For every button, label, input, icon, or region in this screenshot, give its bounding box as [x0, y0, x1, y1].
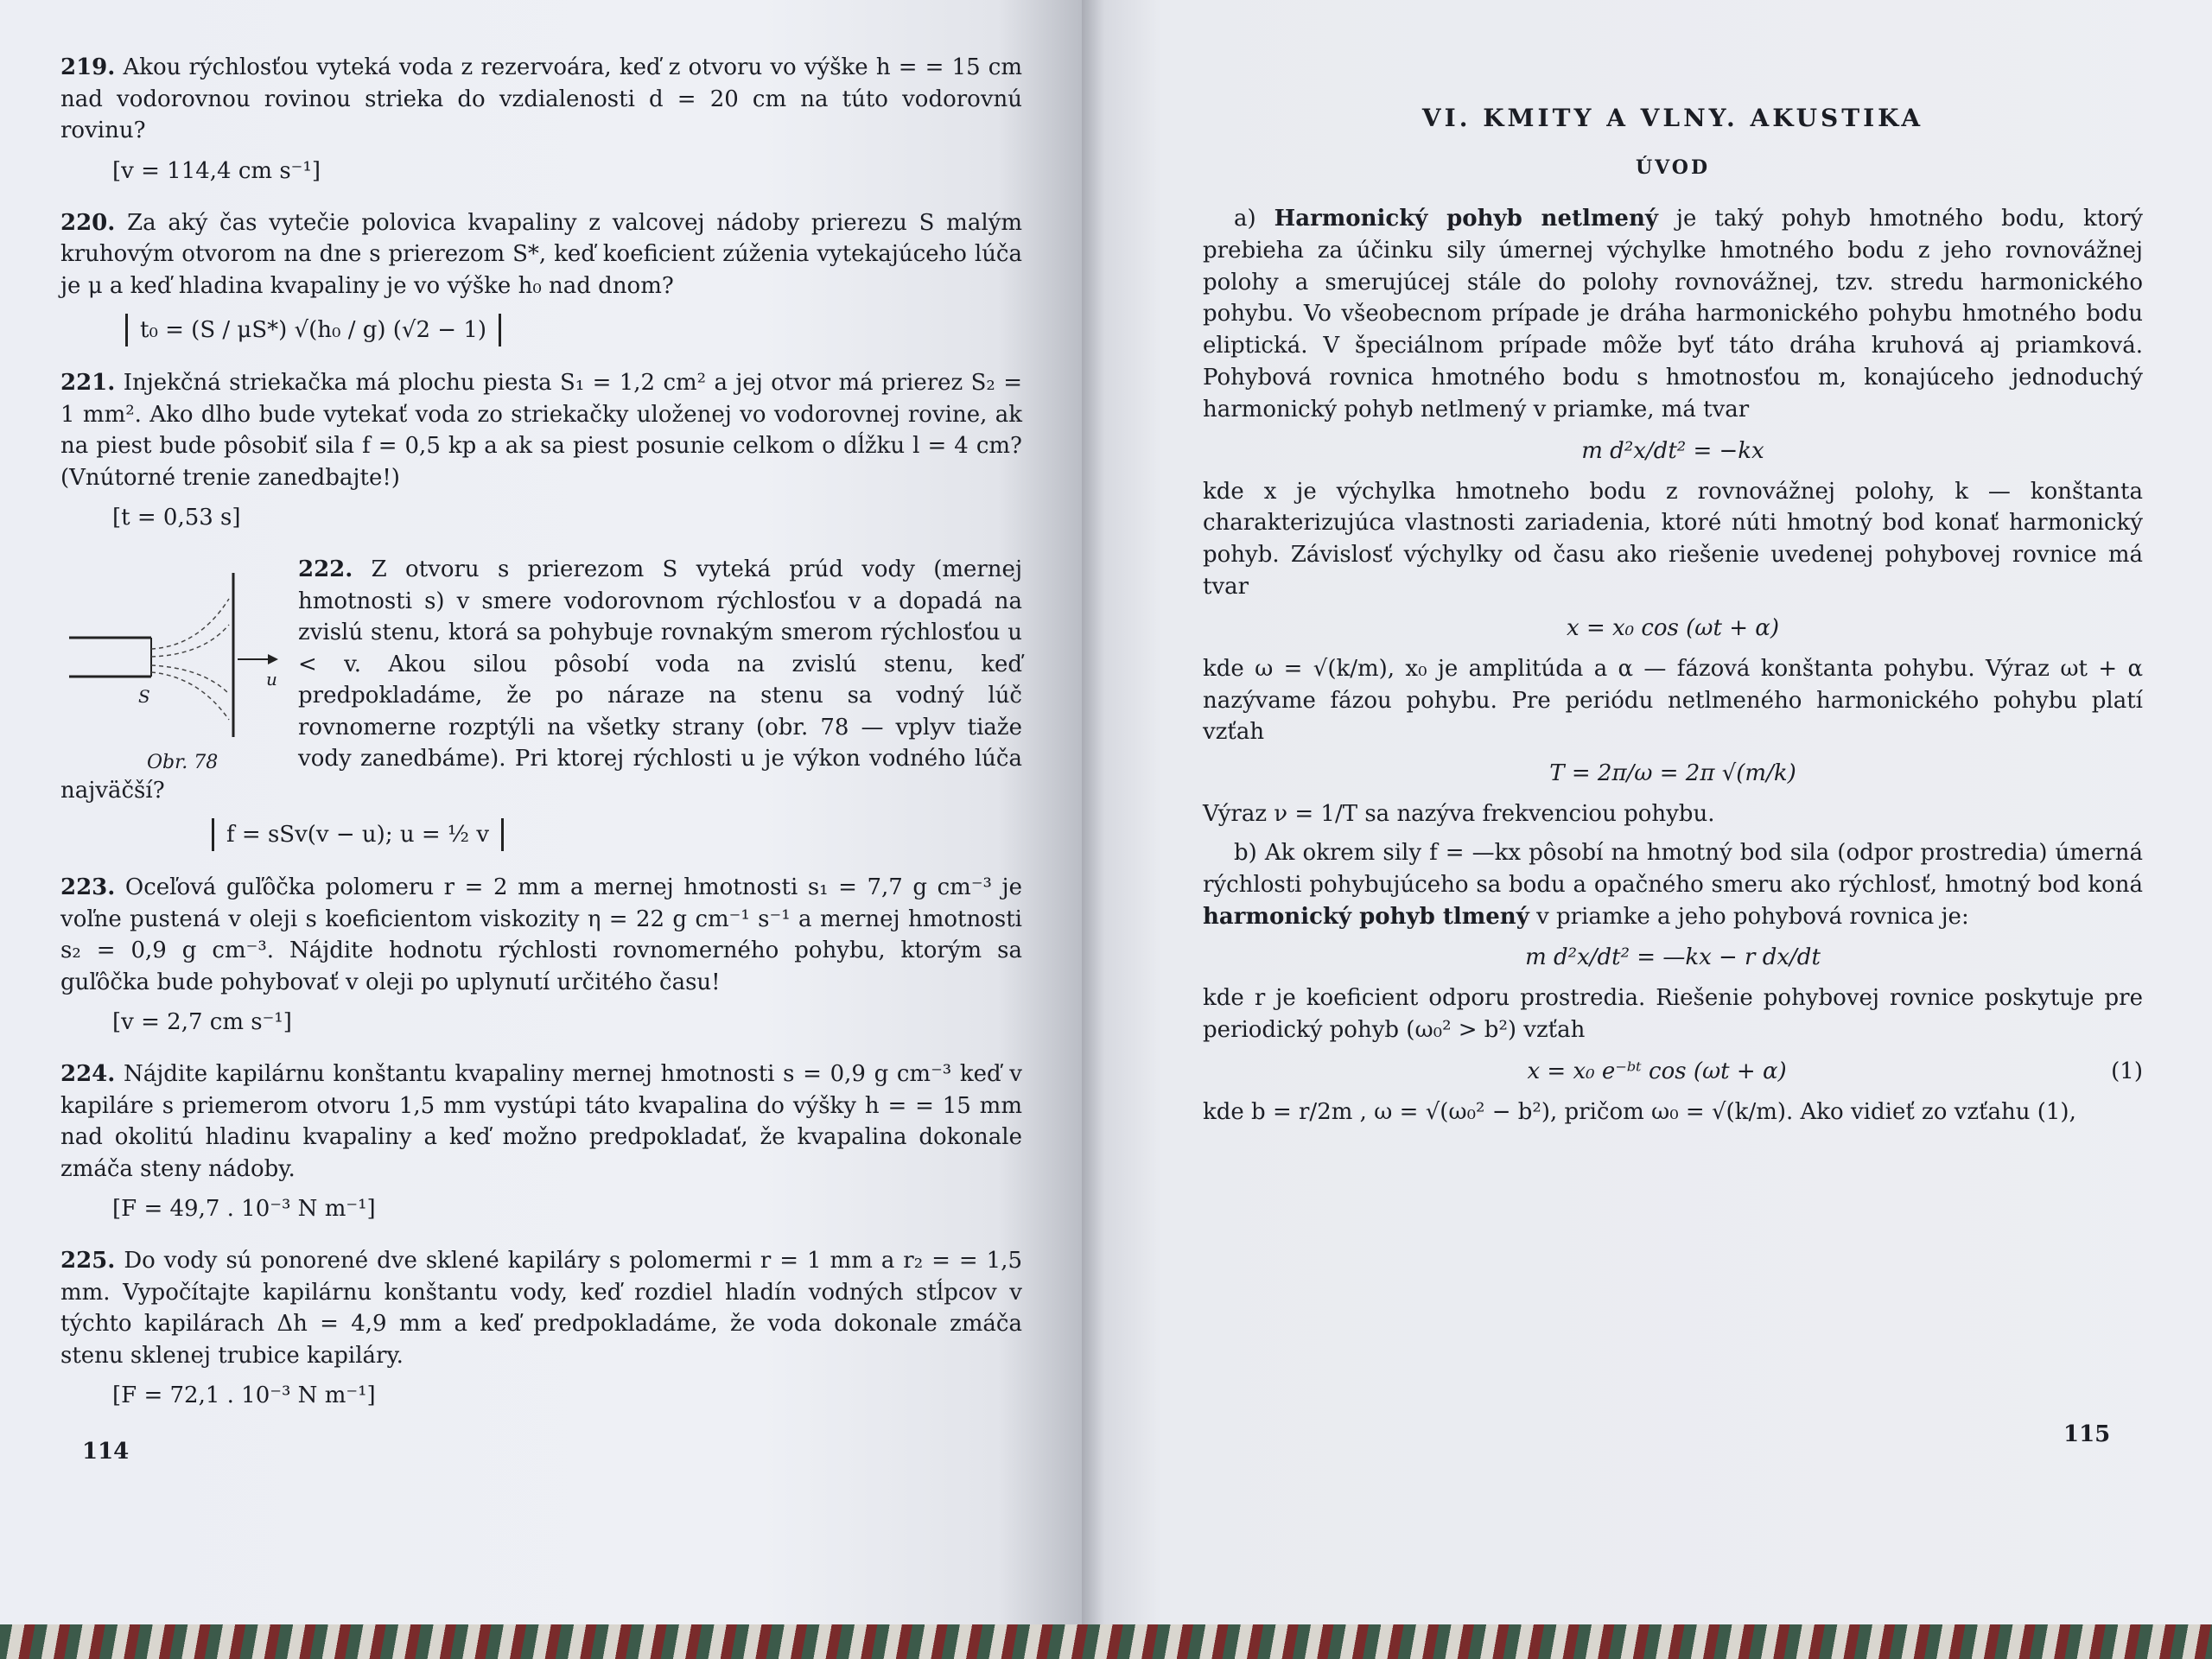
paragraph-a4: Výraz ν = 1/T sa nazýva frekvenciou pohybu. — [1203, 801, 1715, 828]
problem-answer: f = sSv(v − u); u = ½ v — [212, 818, 504, 851]
figure-78 — [60, 564, 281, 772]
problem-text: Oceľová guľôčka polomeru r = 2 mm a mernej hmotnosti s₁ = 7,7 g cm⁻³ je voľne pustená v oleji s koeficientom viskozity η = 22 g cm⁻¹ s⁻¹ a mernej hmotnosti s₂ = 0,9 g cm⁻³. Nájdite hodnotu rýchlosti rovnomerného pohybu, ktorým sa guľôčka bude pohybovať v oleji po uplynutí určitého času! — [60, 874, 1022, 995]
problem-number: 224. — [60, 1061, 116, 1087]
equation-number: (1) — [2111, 1058, 2143, 1084]
problem-text: Injekčná striekačka má plochu piesta S₁ = 1,2 cm² a jej otvor má prierez S₂ = 1 mm². Ako dlho bude vytekať voda zo striekačky uloženej vo vodorovnej rovine, ak na piest bude pôsobiť sila f = 0,5 kp a ak sa piest posunie celkom o dĺžku l = 4 cm? (Vnútorné trenie zanedbajte!) — [60, 370, 1022, 491]
equation-1: m d²x/dt² = −kx — [1581, 437, 1764, 464]
paragraph-b: b) Ak okrem sily f = —kx pôsobí na hmotný bod sila (odpor prostredia) úmerná rýchlosti pohybujúceho sa bodu a opačného smeru ako rýchlosť, hmotný bod koná harmonický pohyb tlmený v priamke a jeho pohybová rovnica je: — [1203, 839, 2143, 930]
paragraph-b3: kde b = r/2m , ω = √(ω₀² − b²), pričom ω₀ = √(k/m). Ako vidieť zo vzťahu (1), — [1203, 1098, 2076, 1125]
equation-2: x = x₀ cos (ωt + α) — [1567, 614, 1779, 641]
problem-text: Akou rýchlosťou vyteká voda z rezervoára, keď z otvoru vo výške h = = 15 cm nad vodorovnou rovinou strieka do vzdialenosti d = 20 cm na túto vodorovnú rovinu? — [60, 54, 1022, 143]
paragraph-a2: kde x je výchylka hmotneho bodu z rovnovážnej polohy, k — konštanta charakterizujúca vlastnosti zariadenia, ktoré núti hmotný bod konať harmonický pohyb. Závislosť výchylky od času ako riešenie uvedenej pohybovej rovnice má tvar — [1203, 478, 2143, 600]
problem-number: 219. — [60, 54, 116, 80]
problem-219 — [60, 52, 1022, 187]
page-number-right: 115 — [2063, 1421, 2111, 1447]
nozzle-diagram — [60, 564, 281, 754]
figure-label-s: S — [138, 686, 150, 707]
problem-number: 220. — [60, 209, 116, 236]
problem-text: Do vody sú ponorené dve sklené kapiláry s polomermi r = 1 mm a r₂ = = 1,5 mm. Vypočítajte kapilárnu konštantu vody, keď rozdiel hladín vodných stĺpcov v týchto kapilárach Δh = 4,9 mm a keď predpokladáme, že voda dokonale zmáča stenu sklenej trubice kapiláry. — [60, 1248, 1022, 1369]
paragraph-a3: kde ω = √(k/m), x₀ je amplitúda a α — fázová konštanta pohybu. Výraz ωt + α nazývame fázou pohybu. Pre periódu netlmeného harmonického pohybu platí vzťah — [1203, 655, 2143, 746]
paragraph-b2: kde r je koeficient odporu prostredia. Riešenie pohybovej rovnice poskytuje pre periodický pohyb (ω₀² > b²) vzťah — [1203, 985, 2143, 1044]
problem-answer: [v = 2,7 cm s⁻¹] — [112, 1009, 292, 1035]
equation-3: T = 2π/ω = 2π √(m/k) — [1549, 760, 1796, 787]
problem-225 — [60, 1245, 1022, 1411]
problem-text: Za aký čas vytečie polovica kvapaliny z valcovej nádoby prierezu S malým kruhovým otvorom na dne s prierezom S*, keď koeficient zúženia vytekajúceho lúča je μ a keď hladina kvapaliny je vo výške h₀ nad dnom? — [60, 209, 1022, 299]
problem-answer: t₀ = (S / μS*) √(h₀ / g) (√2 − 1) — [125, 314, 501, 346]
problem-220 — [60, 207, 1022, 347]
term-damped: harmonický pohyb tlmený — [1203, 903, 1529, 930]
fabric-background — [0, 1624, 2212, 1659]
problem-answer: [F = 72,1 . 10⁻³ N m⁻¹] — [112, 1382, 376, 1408]
problem-221 — [60, 367, 1022, 533]
problem-224 — [60, 1058, 1022, 1224]
problem-answer: [v = 114,4 cm s⁻¹] — [112, 157, 321, 184]
problem-text: Z otvoru s prierezom S vyteká prúd vody (mernej hmotnosti s) v smere vodorovnom rýchlosťou v a dopadá na zvislú stenu, ktorá sa pohybuje rovnakým smerom rýchlosťou u < v. Akou silou pôsobí voda na zvislú stenu, keď predpokladáme, že po náraze na stenu sa vodný lúč rovnomerne rozptýli na všetky strany (obr. 78 — vplyv tiaže vody zanedbáme). Pri ktorej rýchlosti u je výkon vodného lúča najväčší? — [60, 556, 1023, 804]
section-title: ÚVOD — [1635, 156, 1711, 179]
problem-223 — [60, 872, 1022, 1038]
problem-number: 223. — [60, 874, 116, 900]
problem-222 — [60, 554, 1022, 851]
chapter-title: VI. KMITY A VLNY. AKUSTIKA — [1421, 104, 1924, 132]
equation-5: x = x₀ e⁻ᵇᵗ cos (ωt + α) (1) — [1527, 1058, 2143, 1084]
term-undamped: Harmonický pohyb netlmený — [1274, 206, 1658, 232]
problem-number: 222. — [298, 556, 353, 582]
problem-answer: [F = 49,7 . 10⁻³ N m⁻¹] — [112, 1196, 376, 1222]
problem-number: 221. — [60, 370, 116, 396]
problem-text: Nájdite kapilárnu konštantu kvapaliny mernej hmotnosti s = 0,9 g cm⁻³ keď v kapiláre s priemerom otvoru 1,5 mm vystúpi táto kvapalina do výšky h = = 15 mm nad okolitú hladinu kvapaliny a keď možno predpokladať, že kvapalina dokonale zmáča steny nádoby. — [60, 1061, 1022, 1182]
left-page — [0, 0, 1084, 1659]
paragraph-a: a) Harmonický pohyb netlmený je taký pohyb hmotného bodu, ktorý prebieha za účinku sily úmernej výchylke hmotného bodu z jeho rovnovážnej polohy a smerujúcej stále do polohy rovnovážnej, tzv. stredu harmonického pohybu. Vo všeobecnom prípade je dráha harmonického pohybu hmotného bodu eliptická. V špeciálnom prípade môže byť táto dráha kruhová aj priamková. Pohybová rovnica hmotného bodu s hmotnosťou m, konajúceho jednoduchý harmonický pohyb netlmený v priamke, má tvar — [1203, 206, 2143, 423]
equation-4: m d²x/dt² = —kx − r dx/dt — [1525, 944, 1821, 971]
problem-number: 225. — [60, 1248, 116, 1274]
problem-answer: [t = 0,53 s] — [112, 505, 241, 531]
figure-label-u: u — [266, 669, 277, 690]
figure-caption: Obr. 78 — [147, 752, 219, 773]
right-page — [1082, 0, 2212, 1659]
page-number-left: 114 — [82, 1439, 130, 1465]
